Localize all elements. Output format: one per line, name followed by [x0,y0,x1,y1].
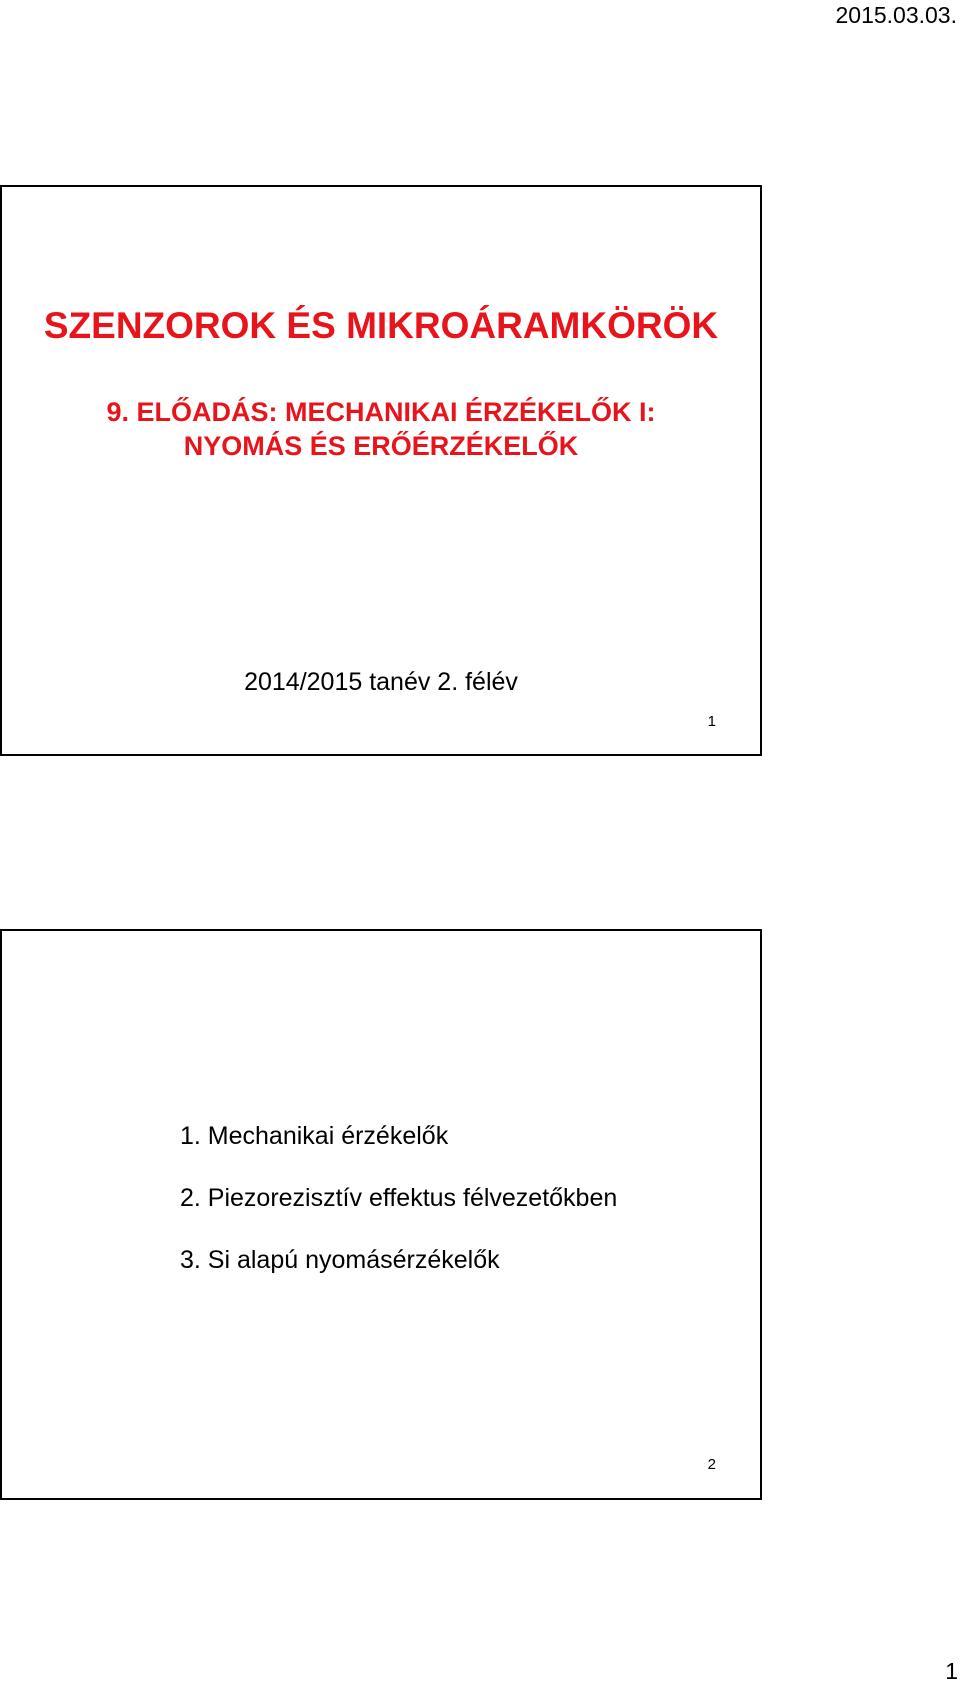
slide-2 [0,929,762,1500]
slide-subtitle-line-1: 9. ELŐADÁS: MECHANIKAI ÉRZÉKELŐK I: [106,397,656,427]
slide-number: 1 [707,713,716,730]
slide-subtitle-line-2: NYOMÁS ÉS ERŐÉRZÉKELŐK [183,431,579,461]
semester-label: 2014/2015 tanév 2. félév [244,668,518,696]
slide-1 [0,185,762,756]
agenda-list [180,1121,617,1307]
agenda-item: 3. Si alapú nyomásérzékelők [180,1246,500,1274]
page-number: 1 [945,1658,958,1684]
agenda-item: 2. Piezorezisztív effektus félvezetőkben [180,1184,618,1212]
slide-title: SZENZOROK ÉS MIKROÁRAMKÖRÖK [43,305,719,346]
slide-number: 2 [707,1456,716,1473]
agenda-item: 1. Mechanikai érzékelők [180,1122,449,1150]
document-date: 2015.03.03. [835,2,957,28]
